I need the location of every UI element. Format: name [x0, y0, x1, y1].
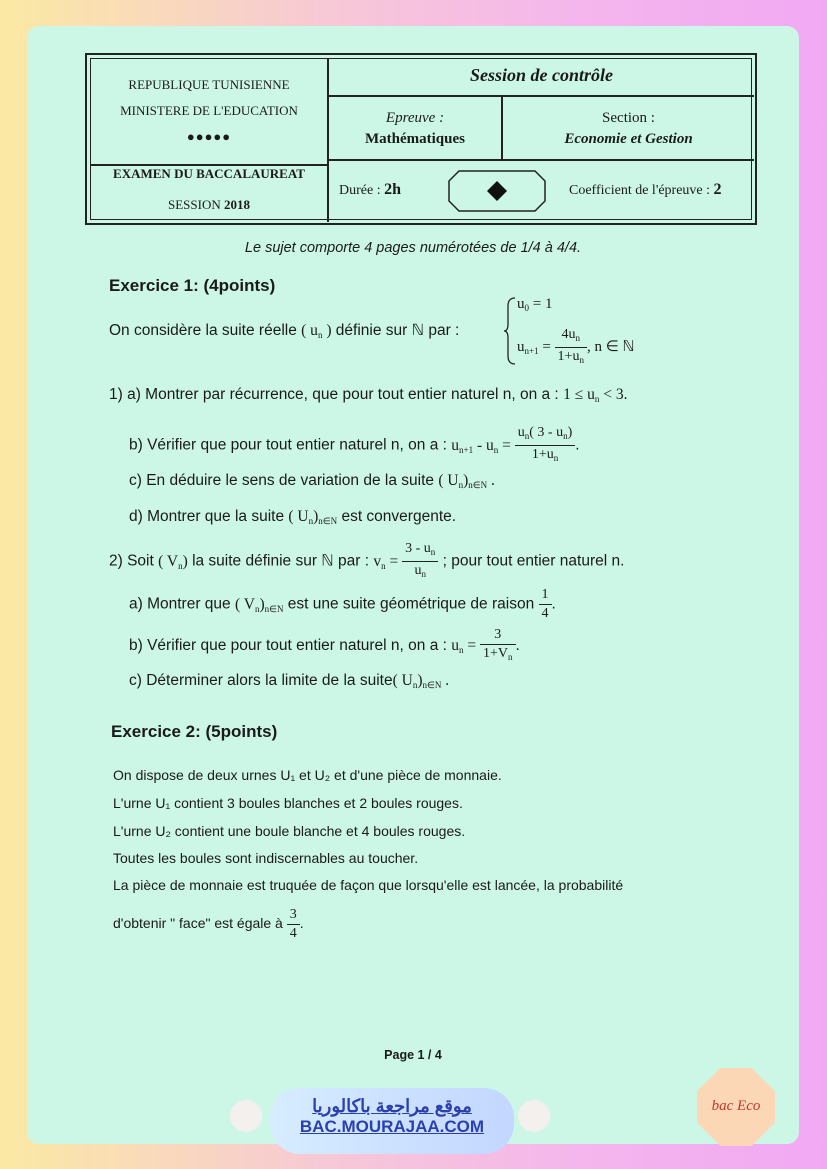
epreuve-value: Mathématiques: [365, 131, 465, 147]
duree-label: Durée : 2h: [339, 181, 401, 198]
brace-icon: [503, 296, 517, 366]
epreuve-label: Epreuve :: [385, 110, 445, 126]
republic-label: REPUBLIQUE TUNISIENNE: [128, 77, 290, 92]
q2b: b) Vérifier que pour tout entier naturel n, on a : $u_n$ = $\frac{3}{1+V_n}$ .: [129, 627, 520, 662]
watermark-banner[interactable]: [270, 1088, 514, 1154]
watermark-arabic: موقع مراجعة باكالوريا: [312, 1096, 472, 1116]
session-label: SESSION 2018: [168, 197, 250, 212]
subtitle: Le sujet comporte 4 pages numérotées de 1/4 à 4/4.: [244, 240, 582, 256]
q1d: d) Montrer que la suite ( $U_n)_{n\in N}$ est convergente.: [129, 508, 457, 526]
logo-left-icon: [230, 1100, 262, 1132]
exam-page: [27, 26, 799, 1144]
logo-right-icon: [518, 1100, 550, 1132]
ex2-line-2: L'urne U₁ contient 3 boules blanches et 2 boules rouges.: [113, 795, 463, 811]
ex2-line-3: L'urne U₂ contient une boule blanche et 4 boules rouges.: [113, 823, 466, 839]
watermark-url: BAC.MOURAJAA.COM: [299, 1117, 485, 1136]
exercise-2-title: Exercice 2: (5points): [111, 722, 278, 741]
bac-eco-text: bac Eco: [711, 1098, 761, 1114]
dots-decoration: ●●●●●: [186, 129, 232, 144]
diamond-icon: [447, 169, 547, 213]
ex2-line-1: On dispose de deux urnes U₁ et U₂ et d'une pièce de monnaie.: [113, 767, 502, 783]
exam-label: EXAMEN DU BACCALAUREAT: [113, 166, 305, 181]
coefficient-label: Coefficient de l'épreuve : 2: [569, 181, 722, 198]
section-value: Economie et Gestion: [564, 131, 693, 147]
section-label: Section :: [602, 110, 655, 126]
page-number: Page 1 / 4: [384, 1048, 442, 1062]
exercise-1-title: Exercice 1: (4points): [109, 276, 276, 295]
q2a: a) Montrer que ( $V_n)_{n\in N}$ est une suite géométrique de raison $\frac{1}{4}$ .: [129, 587, 556, 621]
recurrence-definition: $u_{n+1}$ = $\frac{4u_n}{1+u_n}$ , n ∈ ℕ: [517, 327, 635, 365]
ex2-line-4: Toutes les boules sont indiscernables au toucher.: [113, 850, 419, 866]
session-type: Session de contrôle: [469, 65, 613, 85]
header-table: [85, 53, 757, 225]
q1b: b) Vérifier que pour tout entier naturel n, on a : $u_{n+1} - u_n$ = $\frac{u_n( 3 - u_n)}{1+u_n}$ .: [129, 425, 580, 463]
u0-definition: $u_0 = 1$: [517, 296, 553, 313]
ministry-label: MINISTERE DE L'EDUCATION: [120, 103, 298, 118]
ex1-intro: On considère la suite réelle ( $u_n$ ) définie sur ℕ par :: [109, 322, 460, 340]
ex2-line-5: La pièce de monnaie est truquée de façon que lorsqu'elle est lancée, la probabilité: [113, 877, 624, 893]
q2c: c) Déterminer alors la limite de la suite( $U_n)_{n\in N}$ .: [129, 672, 450, 690]
q1c: c) En déduire le sens de variation de la suite ( $U_n)_{n\in N}$ .: [129, 472, 495, 490]
ex2-line-6: d'obtenir " face" est égale à $\frac{3}{4}$ .: [113, 907, 304, 941]
q1a: 1) a) Montrer par récurrence, que pour tout entier naturel n, on a : $1 \le u_n < 3$.: [109, 386, 628, 404]
q2: 2) Soit ( $V_n$) la suite définie sur ℕ par : $v_n$ = $\frac{3 - u_n}{u_n}$ ; pour tout entier naturel n.: [109, 541, 625, 579]
